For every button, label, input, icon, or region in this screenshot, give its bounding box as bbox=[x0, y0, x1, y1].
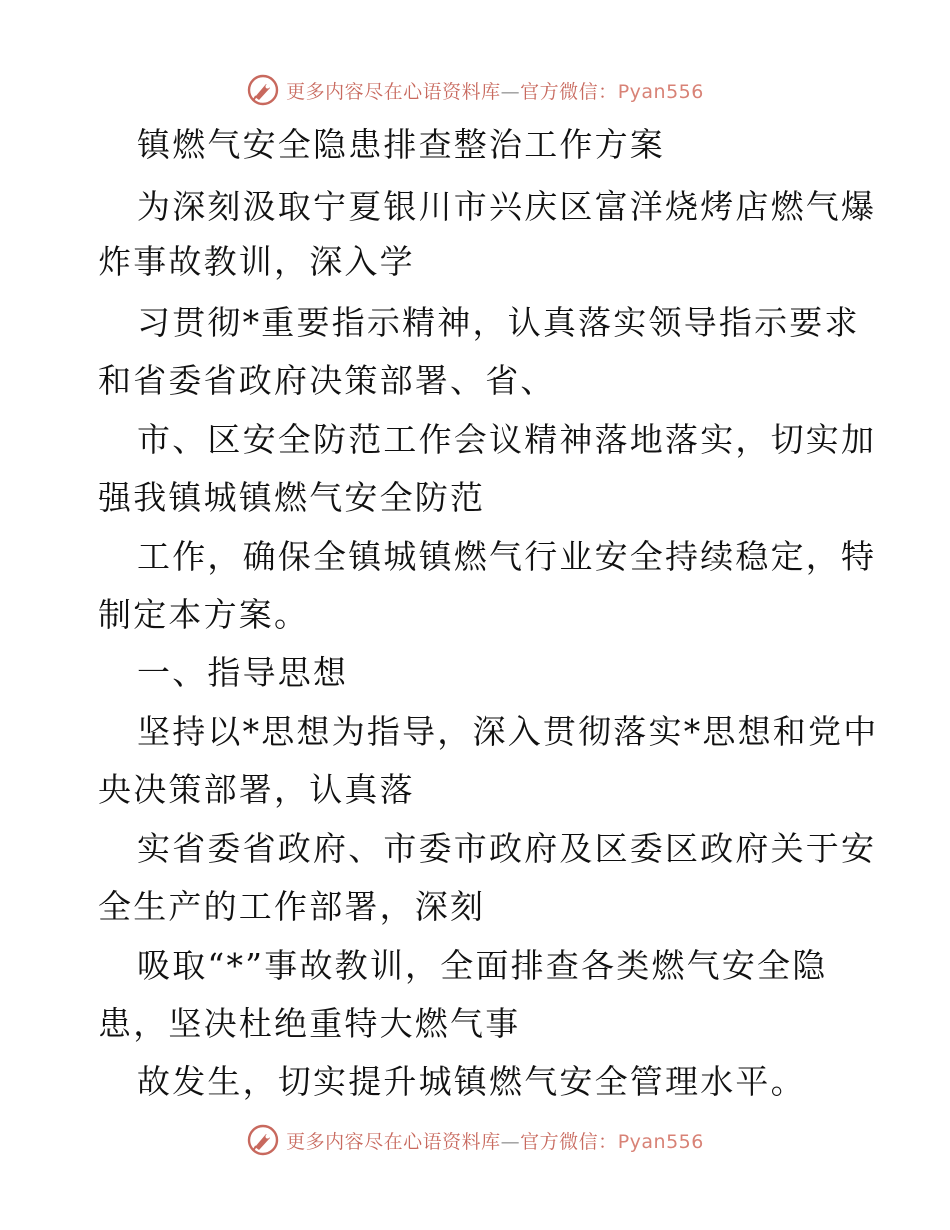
paragraph-line: 市、区安全防范工作会议精神落地落实，切实加 bbox=[137, 420, 877, 459]
paragraph-line: 制定本方案。 bbox=[98, 595, 310, 634]
footer-watermark bbox=[0, 1122, 950, 1158]
paragraph-line: 故发生，切实提升城镇燃气安全管理水平。 bbox=[137, 1062, 806, 1101]
paragraph-line: 和省委省政府决策部署、省、 bbox=[98, 361, 556, 400]
document-title: 镇燃气安全隐患排查整治工作方案 bbox=[137, 125, 665, 164]
paragraph-line: 央决策部署，认真落 bbox=[98, 770, 415, 809]
paragraph-line: 坚持以*思想为指导，深入贯彻落实*思想和党中 bbox=[137, 712, 879, 751]
paragraph-line: 工作，确保全镇城镇燃气行业安全持续稳定，特 bbox=[137, 537, 877, 576]
watermark-text: 更多内容尽在心语资料库—官方微信：Pyan556 bbox=[286, 1130, 704, 1153]
paragraph-line: 患，坚决杜绝重特大燃气事 bbox=[98, 1004, 521, 1043]
pen-nib-circle-icon bbox=[246, 1123, 280, 1157]
paragraph-line: 全生产的工作部署，深刻 bbox=[98, 887, 486, 926]
paragraph-line: 实省委省政府、市委市政府及区委区政府关于安 bbox=[137, 829, 877, 868]
paragraph-line: 强我镇城镇燃气安全防范 bbox=[98, 478, 486, 517]
paragraph-line: 习贯彻*重要指示精神，认真落实领导指示要求 bbox=[137, 303, 860, 342]
paragraph-line: 为深刻汲取宁夏银川市兴庆区富洋烧烤店燃气爆 bbox=[137, 187, 877, 226]
paragraph-line: 炸事故教训，深入学 bbox=[98, 242, 415, 281]
paragraph-line: 吸取“*”事故教训，全面排查各类燃气安全隐 bbox=[137, 946, 828, 985]
watermark-text: 更多内容尽在心语资料库—官方微信：Pyan556 bbox=[286, 80, 704, 103]
section-heading: 一、指导思想 bbox=[137, 653, 349, 692]
